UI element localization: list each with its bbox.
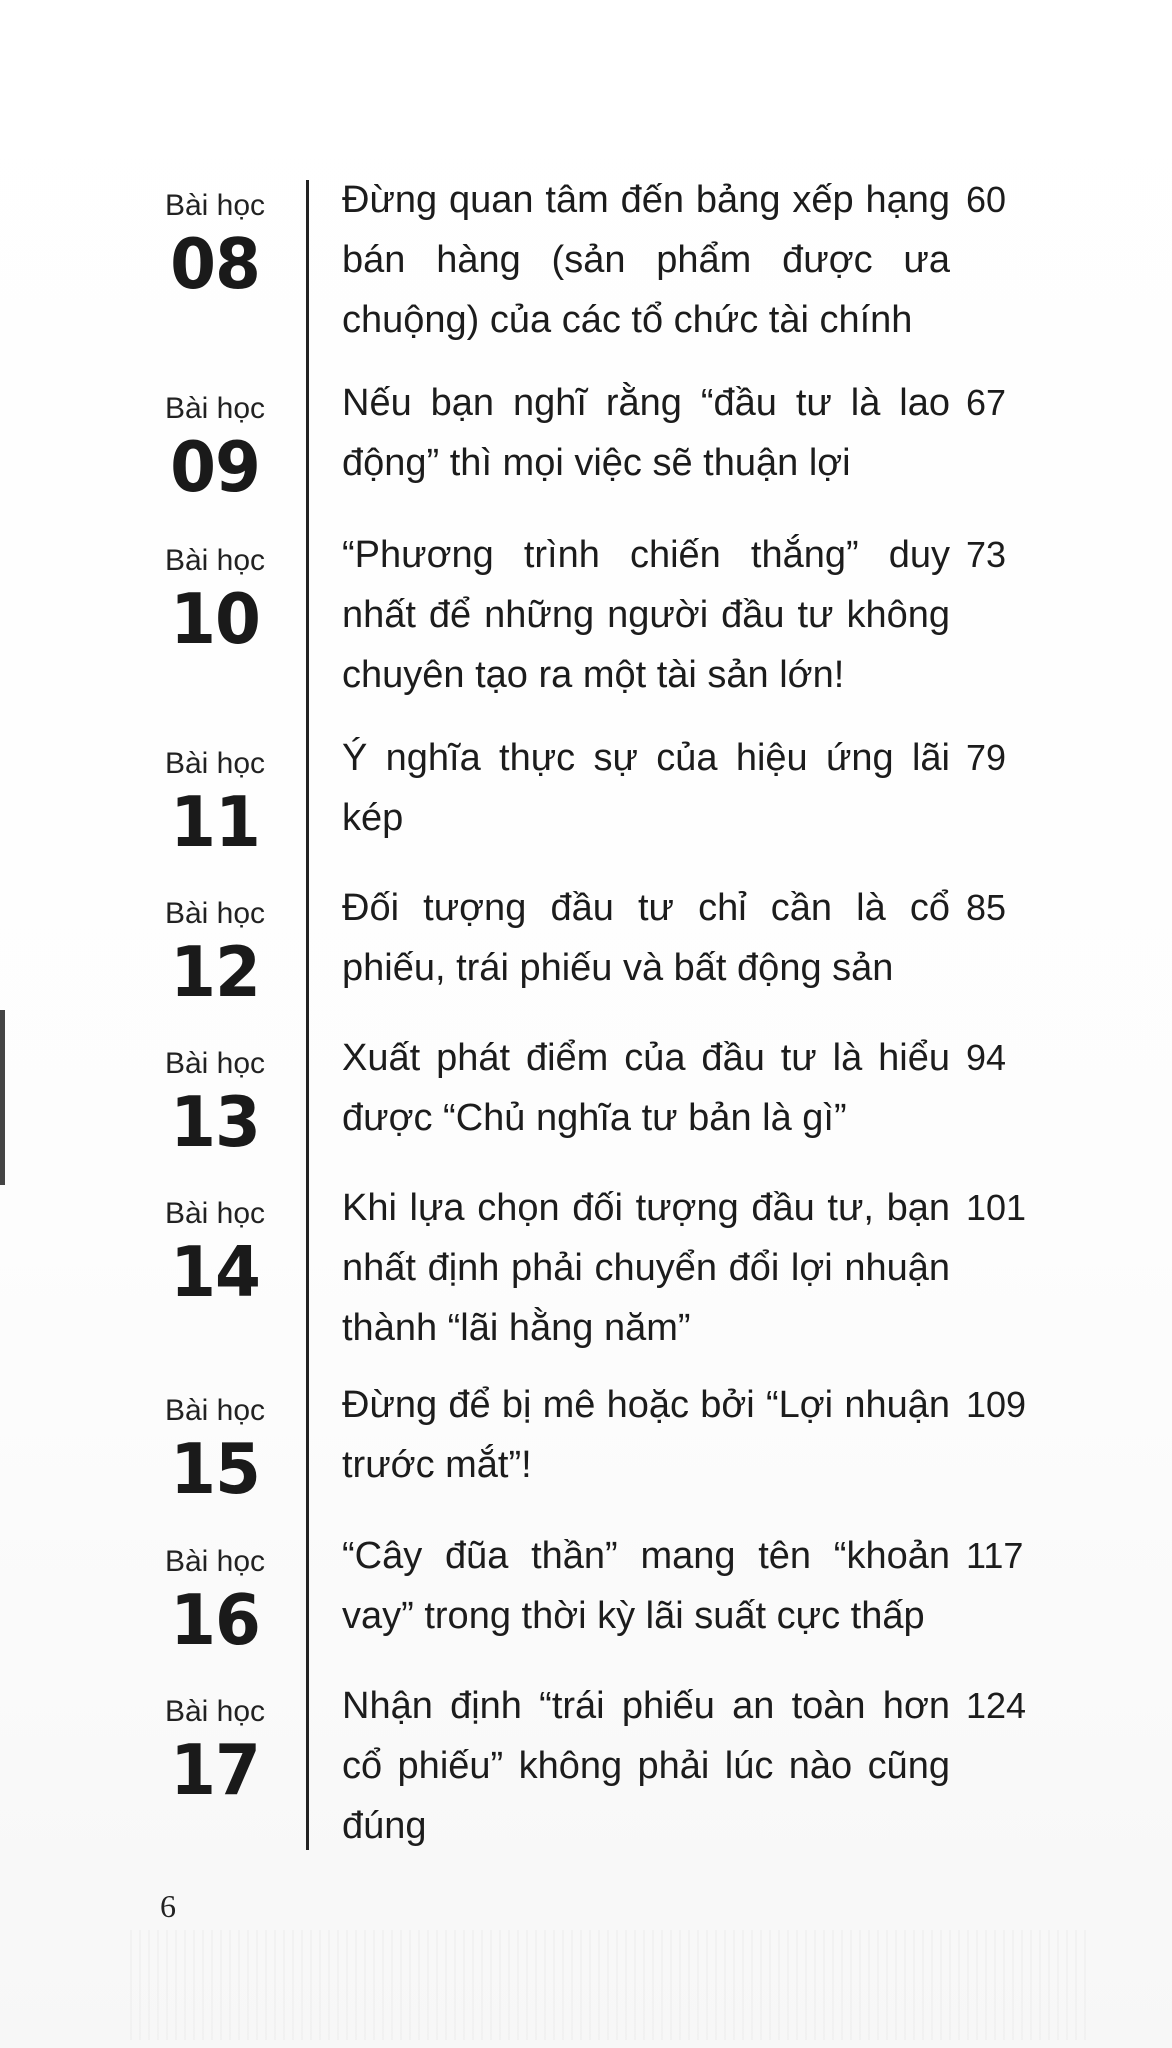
- page-number: 6: [160, 1888, 176, 1924]
- page-reference: 60: [966, 179, 1007, 220]
- entry-title: Nhận định “trái phiếu an toàn hơn cổ phiếu” không phải lúc nào cũng đúng: [342, 1685, 950, 1847]
- lesson-label: Bài học: [164, 544, 266, 577]
- page-reference: 73: [966, 534, 1007, 575]
- lesson-number: 13: [170, 1082, 260, 1163]
- lesson-label: Bài học: [164, 1545, 266, 1578]
- lesson-number: 16: [170, 1580, 260, 1661]
- lesson-label: Bài học: [164, 1197, 266, 1230]
- lesson-number: 12: [170, 932, 260, 1013]
- lesson-label: Bài học: [164, 1695, 266, 1728]
- lesson-number: 10: [170, 579, 260, 660]
- lesson-number: 08: [170, 224, 260, 305]
- lesson-number: 09: [170, 427, 260, 508]
- page-reference: 79: [966, 737, 1007, 778]
- lesson-number: 11: [170, 782, 260, 863]
- lesson-label: Bài học: [164, 747, 266, 780]
- lesson-number: 15: [170, 1429, 260, 1510]
- lesson-number: 17: [170, 1730, 260, 1811]
- page-reference: 67: [966, 382, 1007, 423]
- scan-texture: [130, 1930, 1090, 2040]
- page-reference: 109: [966, 1384, 1027, 1425]
- entry-title: Nếu bạn nghĩ rằng “đầu tư là lao động” thì mọi việc sẽ thuận lợi: [342, 382, 950, 484]
- toc-divider-line: [306, 180, 309, 1850]
- lesson-label: Bài học: [164, 392, 266, 425]
- page-reference: 101: [966, 1187, 1027, 1228]
- page-reference: 85: [966, 887, 1007, 928]
- entry-title: Xuất phát điểm của đầu tư là hiểu được “Chủ nghĩa tư bản là gì”: [342, 1037, 950, 1139]
- page-reference: 117: [966, 1535, 1024, 1576]
- lesson-label: Bài học: [164, 1047, 266, 1080]
- entry-title: Ý nghĩa thực sự của hiệu ứng lãi kép: [342, 737, 950, 839]
- lesson-number: 14: [170, 1232, 260, 1313]
- scan-edge-mark: [0, 1010, 5, 1185]
- page-reference: 124: [966, 1685, 1027, 1726]
- entry-title: Đừng quan tâm đến bảng xếp hạng bán hàng (sản phẩm được ưa chuộng) của các tổ chức tài chính: [342, 179, 950, 341]
- entry-title: “Phương trình chiến thắng” duy nhất để những người đầu tư không chuyên tạo ra một tài sản lớn!: [342, 534, 950, 696]
- lesson-label: Bài học: [164, 189, 266, 222]
- entry-title: Đừng để bị mê hoặc bởi “Lợi nhuận trước mắt”!: [342, 1384, 950, 1486]
- entry-title: Khi lựa chọn đối tượng đầu tư, bạn nhất định phải chuyển đổi lợi nhuận thành “lãi hằng năm”: [342, 1187, 950, 1349]
- lesson-label: Bài học: [164, 1394, 266, 1427]
- entry-title: “Cây đũa thần” mang tên “khoản vay” trong thời kỳ lãi suất cực thấp: [342, 1535, 950, 1637]
- lesson-label: Bài học: [164, 897, 266, 930]
- page-reference: 94: [966, 1037, 1007, 1078]
- entry-title: Đối tượng đầu tư chỉ cần là cổ phiếu, trái phiếu và bất động sản: [342, 887, 950, 989]
